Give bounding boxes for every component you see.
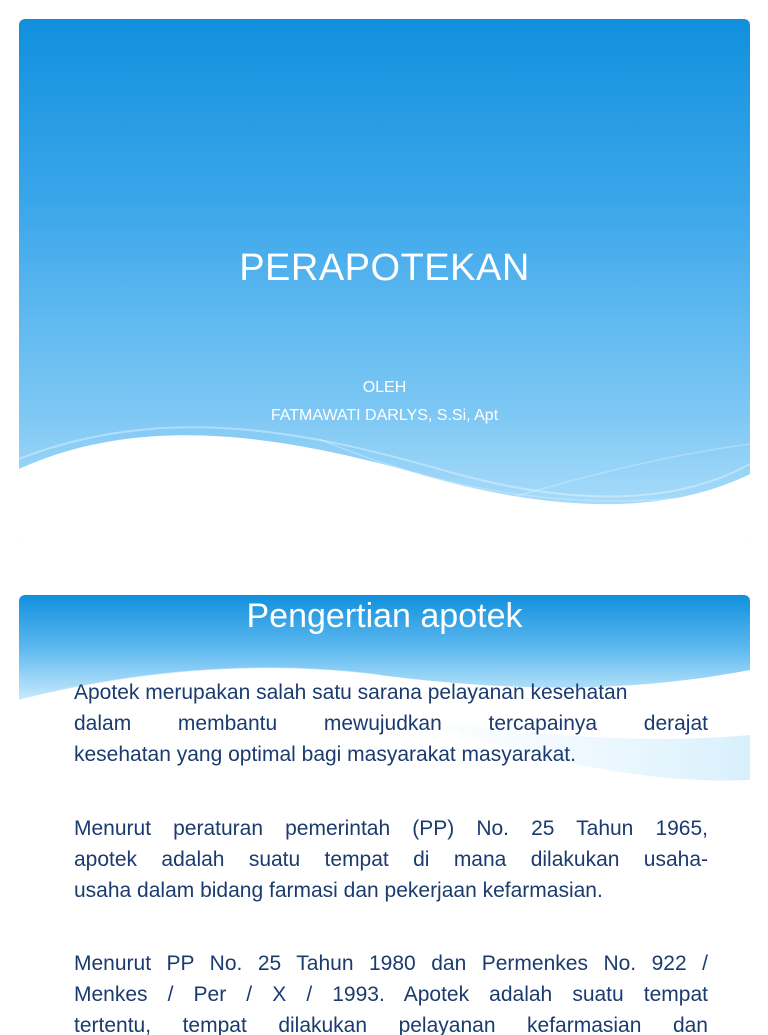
paragraph-pp-1980 xyxy=(74,948,708,1035)
line-text: Menkes / Per / X / 1993. Apotek adalah suatu tempat xyxy=(74,983,708,1006)
line-text: Menurut PP No. 25 Tahun 1980 dan Permenkes No. 922 / xyxy=(74,952,708,975)
definition-slide xyxy=(19,595,750,1035)
paragraph-line xyxy=(74,739,708,770)
paragraph-line xyxy=(74,708,708,739)
paragraph-pp-1965 xyxy=(74,813,708,906)
line-text: tertentu, tempat dilakukan pelayanan kefarmasian dan xyxy=(74,1014,708,1035)
line-text: usaha dalam bidang farmasi dan pekerjaan kefarmasian. xyxy=(74,879,603,902)
presentation-title: PERAPOTEKAN xyxy=(239,247,530,289)
paragraph-line xyxy=(74,979,708,1010)
line-text: dalam membantu mewujudkan tercapainya derajat xyxy=(74,712,708,735)
line-text: kesehatan yang optimal bagi masyarakat masyarakat. xyxy=(74,743,576,766)
slide-title: Pengertian apotek xyxy=(246,597,523,635)
paragraph-line xyxy=(74,948,708,979)
paragraph-line xyxy=(74,677,708,708)
paragraph-line xyxy=(74,1010,708,1035)
author-name: FATMAWATI DARLYS, S.Si, Apt xyxy=(270,407,499,424)
line-text: apotek adalah suatu tempat di mana dilakukan usaha- xyxy=(74,848,708,871)
paragraph-line xyxy=(74,813,708,844)
title-slide xyxy=(19,19,750,540)
line-text: Menurut peraturan pemerintah (PP) No. 25 Tahun 1965, xyxy=(74,817,708,840)
paragraph-line xyxy=(74,875,708,906)
author-prefix: OLEH xyxy=(362,379,407,396)
paragraph-line xyxy=(74,844,708,875)
line-text: Apotek merupakan salah satu sarana pelayanan kesehatan xyxy=(74,681,628,704)
paragraph-definition xyxy=(74,677,708,770)
